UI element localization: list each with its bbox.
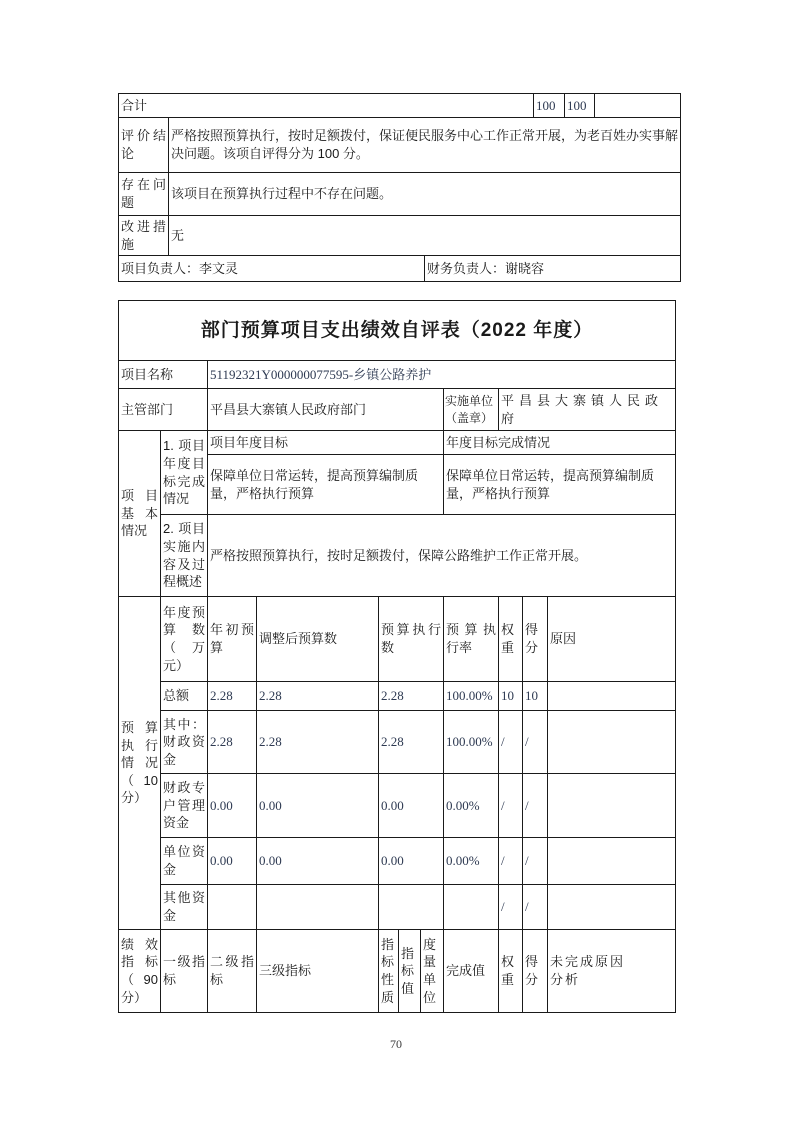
basic-info-label: 项目基本情况 [119, 431, 161, 597]
budget-executed: 0.00 [379, 838, 444, 885]
problems-label: 存在问题 [119, 173, 169, 216]
budget-header-rate: 预算执行率 [444, 597, 499, 682]
budget-executed [379, 885, 444, 930]
budget-weight: 10 [499, 682, 523, 711]
finance-leader: 财务负责人：谢晓容 [425, 256, 681, 282]
leaders-row [119, 256, 681, 282]
budget-row-label: 其中：财政资金 [161, 711, 208, 774]
budget-row-label: 财政专户管理资金 [161, 774, 208, 838]
summary-table [118, 93, 681, 282]
perf-header-level1: 一级指标 [161, 930, 208, 1013]
project-name-label: 项目名称 [119, 361, 208, 389]
perf-header-completion: 完成值 [444, 930, 499, 1013]
budget-initial: 2.28 [208, 711, 257, 774]
conclusion-label: 评价结论 [119, 118, 169, 173]
perf-header-weight: 权重 [499, 930, 523, 1013]
budget-initial [208, 885, 257, 930]
perf-header-nature: 指标性质 [379, 930, 399, 1013]
budget-rate: 100.00% [444, 682, 499, 711]
goal-header-row [119, 431, 676, 455]
budget-row-label: 总额 [161, 682, 208, 711]
implementation-text: 严格按照预算执行，按时足额拨付，保障公路维护工作正常开展。 [208, 515, 676, 597]
budget-header-reason: 原因 [548, 597, 676, 682]
budget-row-total [119, 682, 676, 711]
perf-header-analysis [548, 930, 676, 1013]
budget-reason [548, 885, 676, 930]
problems-row [119, 173, 681, 216]
budget-weight: / [499, 838, 523, 885]
measures-text: 无 [169, 216, 681, 256]
implementation-section-label: 2. 项目实施内容及过程概述 [161, 515, 208, 597]
annual-goal-section-label: 1. 项目年度目标完成情况 [161, 431, 208, 515]
budget-row-other-funds [119, 885, 676, 930]
budget-row-fiscal-account [119, 774, 676, 838]
budget-score: / [523, 838, 548, 885]
budget-initial: 2.28 [208, 682, 257, 711]
budget-weight: / [499, 774, 523, 838]
table-title-row [119, 301, 676, 361]
implementation-row [119, 515, 676, 597]
perf-header-analysis-text: 未完成原因分析 [550, 954, 626, 987]
budget-score: / [523, 885, 548, 930]
goal-completion-header: 年度目标完成情况 [444, 431, 676, 455]
total-extra [595, 94, 681, 118]
budget-header-initial: 年初预算 [208, 597, 257, 682]
budget-rate: 0.00% [444, 774, 499, 838]
budget-row-fiscal [119, 711, 676, 774]
measures-row [119, 216, 681, 256]
budget-header-executed: 预算执行数 [379, 597, 444, 682]
budget-reason [548, 774, 676, 838]
budget-rate: 0.00% [444, 838, 499, 885]
problems-text: 该项目在预算执行过程中不存在问题。 [169, 173, 681, 216]
budget-header-row-label: 年度预算数（万元） [161, 597, 208, 682]
self-evaluation-table [118, 300, 676, 1013]
measures-label: 改进措施 [119, 216, 169, 256]
budget-header-weight: 权重 [499, 597, 523, 682]
performance-header-row [119, 930, 676, 1013]
perf-header-score: 得分 [523, 930, 548, 1013]
performance-section-label: 绩效指标（90 分） [119, 930, 161, 1013]
perf-header-level2: 二级指标 [208, 930, 257, 1013]
implement-unit-value: 平昌县大寨镇人民政府 [499, 389, 676, 431]
implement-unit-label: 实施单位（盖章） [444, 389, 499, 431]
budget-score: / [523, 774, 548, 838]
perf-header-level3: 三级指标 [257, 930, 379, 1013]
total-weight: 100 [534, 94, 565, 118]
budget-row-unit-funds [119, 838, 676, 885]
budget-score: 10 [523, 682, 548, 711]
budget-header-adjusted: 调整后预算数 [257, 597, 379, 682]
budget-initial: 0.00 [208, 838, 257, 885]
project-leader: 项目负责人：李文灵 [119, 256, 425, 282]
budget-reason [548, 711, 676, 774]
budget-row-label: 其他资金 [161, 885, 208, 930]
total-label: 合计 [119, 94, 534, 118]
budget-header-row [119, 597, 676, 682]
perf-header-value: 指标值 [399, 930, 421, 1013]
project-name-value: 51192321Y000000077595-乡镇公路养护 [208, 361, 676, 389]
goal-completion-text: 保障单位日常运转，提高预算编制质量，严格执行预算 [444, 455, 676, 515]
budget-executed: 0.00 [379, 774, 444, 838]
budget-adjusted: 0.00 [257, 774, 379, 838]
budget-weight: / [499, 711, 523, 774]
page-number: 70 [390, 1037, 402, 1051]
department-row [119, 389, 676, 431]
budget-executed: 2.28 [379, 711, 444, 774]
annual-goal-text: 保障单位日常运转，提高预算编制质量，严格执行预算 [208, 455, 444, 515]
budget-row-label: 单位资金 [161, 838, 208, 885]
budget-reason [548, 682, 676, 711]
budget-adjusted: 0.00 [257, 838, 379, 885]
budget-rate: 100.00% [444, 711, 499, 774]
conclusion-row [119, 118, 681, 173]
budget-initial: 0.00 [208, 774, 257, 838]
budget-rate [444, 885, 499, 930]
total-score: 100 [565, 94, 595, 118]
perf-header-unit: 度量单位 [421, 930, 444, 1013]
budget-adjusted: 2.28 [257, 682, 379, 711]
budget-executed: 2.28 [379, 682, 444, 711]
budget-weight: / [499, 885, 523, 930]
table-title: 部门预算项目支出绩效自评表（2022 年度） [119, 301, 676, 361]
budget-score: / [523, 711, 548, 774]
budget-adjusted [257, 885, 379, 930]
budget-reason [548, 838, 676, 885]
annual-goal-header: 项目年度目标 [208, 431, 444, 455]
project-name-row [119, 361, 676, 389]
budget-header-score: 得分 [523, 597, 548, 682]
department-value: 平昌县大寨镇人民政府部门 [208, 389, 444, 431]
budget-section-label: 预算执行情况（ 10 分） [119, 597, 161, 930]
budget-adjusted: 2.28 [257, 711, 379, 774]
department-label: 主管部门 [119, 389, 208, 431]
summary-total-row [119, 94, 681, 118]
conclusion-text: 严格按照预算执行，按时足额拨付，保证便民服务中心工作正常开展，为老百姓办实事解决问题。该项自评得分为 100 分。 [169, 118, 681, 173]
